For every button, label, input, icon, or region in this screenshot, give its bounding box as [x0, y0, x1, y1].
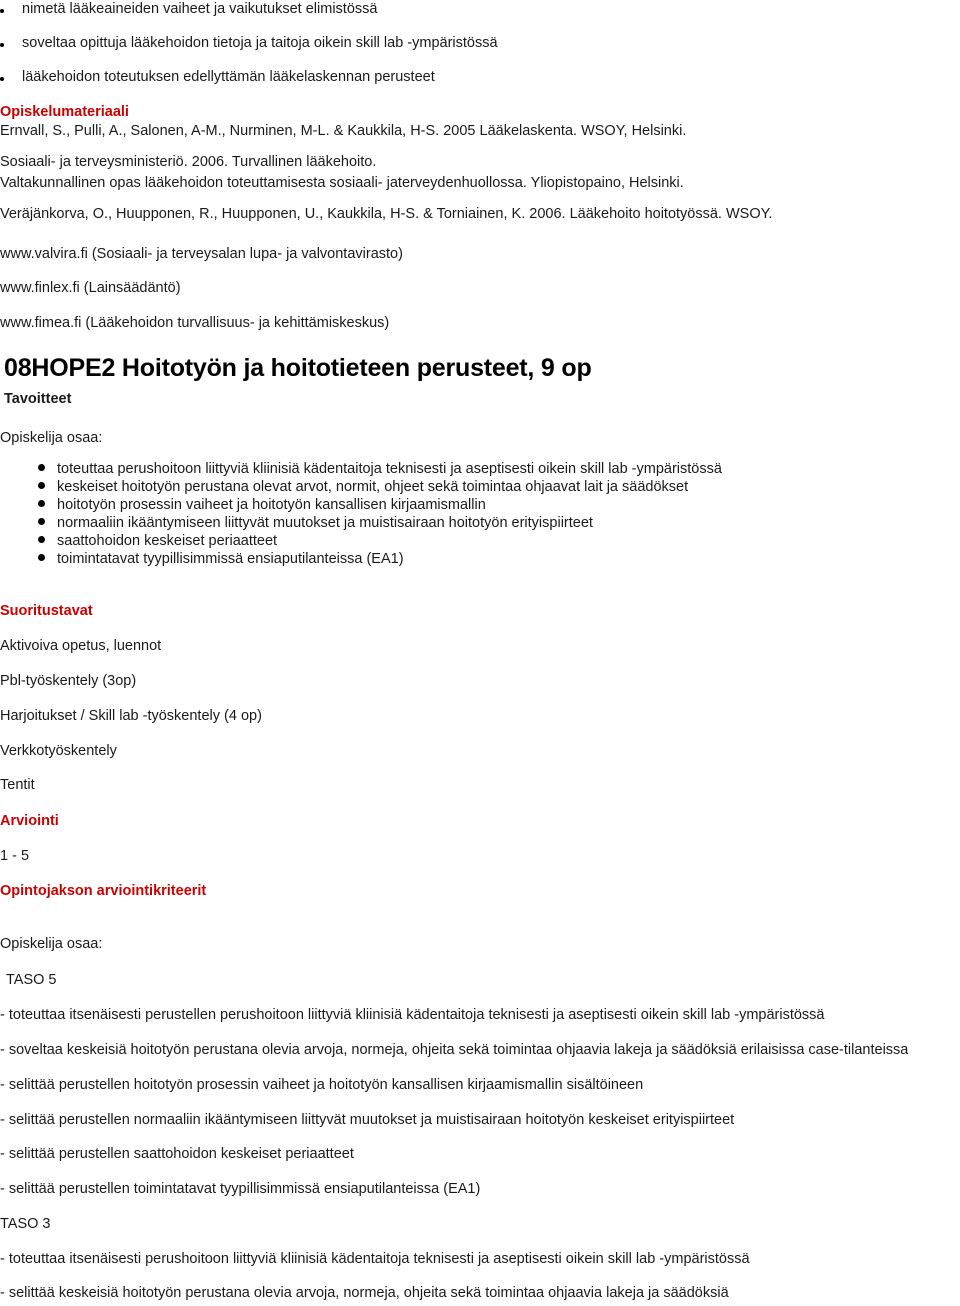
- method-item: Aktivoiva opetus, luennot: [0, 638, 162, 654]
- material-line: Sosiaali- ja terveysministeriö. 2006. Turvallinen lääkehoito.: [0, 154, 377, 170]
- link-valvira[interactable]: www.valvira.fi (Sosiaali- ja terveysalan lupa- ja valvontavirasto): [0, 246, 403, 262]
- criterion-item: - selittää perustellen saattohoidon keskeiset periaatteet: [0, 1146, 354, 1162]
- criterion-item: - selittää keskeisiä hoitotyön perustana olevia arvoja, normeja, ohjeita sekä toimintaa ohjaavia lakeja ja säädöksiä: [0, 1285, 729, 1301]
- method-item: Tentit: [0, 777, 35, 793]
- criteria-student-label: Opiskelija osaa:: [0, 936, 103, 952]
- course-title: 08HOPE2 Hoitotyön ja hoitotieteen perusteet, 9 op: [4, 354, 592, 382]
- goal-item: saattohoidon keskeiset periaatteet: [57, 533, 278, 549]
- bullet-dot: [0, 9, 4, 13]
- top-bullet-item: nimetä lääkeaineiden vaiheet ja vaikutukset elimistössä: [22, 1, 378, 17]
- bullet-dot: [0, 43, 4, 47]
- goal-item: normaaliin ikääntymiseen liittyvät muutokset ja muistisairaan hoitotyön erityispiirteet: [57, 515, 593, 531]
- bullet-dot: [38, 554, 45, 561]
- criterion-item: - toteuttaa itsenäisesti perustellen perushoitoon liittyviä kliinisiä kädentaitoja teknisesti ja aseptisesti oikein skill lab -ympäristössä: [0, 1007, 825, 1023]
- top-bullet-item: lääkehoidon toteutuksen edellyttämän lääkelaskennan perusteet: [22, 69, 435, 85]
- method-item: Verkkotyöskentely: [0, 743, 117, 759]
- criterion-item: - soveltaa keskeisiä hoitotyön perustana olevia arvoja, normeja, ohjeita sekä toimintaa ohjaavia lakeja ja säädöksiä erilaisissa case-tilanteissa: [0, 1042, 909, 1058]
- goal-item: toimintatavat tyypillisimmissä ensiaputilanteissa (EA1): [57, 551, 404, 567]
- level5-label: TASO 5: [6, 972, 57, 988]
- material-line: Ernvall, S., Pulli, A., Salonen, A-M., Nurminen, M-L. & Kaukkila, H-S. 2005 Lääkelaskenta. WSOY, Helsinki.: [0, 123, 687, 139]
- bullet-dot: [38, 536, 45, 543]
- assessment-scale: 1 - 5: [0, 848, 30, 864]
- link-finlex[interactable]: www.finlex.fi (Lainsäädäntö): [0, 280, 181, 296]
- level3-label: TASO 3: [0, 1216, 51, 1232]
- criterion-item: - selittää perustellen normaaliin ikääntymiseen liittyvät muutokset ja muistisairaan hoitotyön keskeiset erityispiirteet: [0, 1112, 735, 1128]
- method-item: Harjoitukset / Skill lab -työskentely (4 op): [0, 708, 262, 724]
- criteria-heading: Opintojakson arviointikriteerit: [0, 883, 207, 899]
- methods-heading: Suoritustavat: [0, 603, 93, 619]
- bullet-dot: [38, 464, 45, 471]
- assessment-heading: Arviointi: [0, 813, 59, 829]
- material-line: Veräjänkorva, O., Huupponen, R., Huupponen, U., Kaukkila, H-S. & Torniainen, K. 2006. Lääkehoito hoitotyössä. WSOY.: [0, 206, 773, 222]
- goal-item: hoitotyön prosessin vaiheet ja hoitotyön kansallisen kirjaamismallin: [57, 497, 486, 513]
- materials-heading: Opiskelumateriaali: [0, 104, 129, 120]
- material-line: Valtakunnallinen opas lääkehoidon toteuttamisesta sosiaali- jaterveydenhuollossa. Yliopistopaino, Helsinki.: [0, 175, 684, 191]
- goal-item: toteuttaa perushoitoon liittyviä kliinisiä kädentaitoja teknisesti ja aseptisesti oikein skill lab -ympäristössä: [57, 461, 722, 477]
- link-fimea[interactable]: www.fimea.fi (Lääkehoidon turvallisuus- ja kehittämiskeskus): [0, 315, 390, 331]
- goal-item: keskeiset hoitotyön perustana olevat arvot, normit, ohjeet sekä toimintaa ohjaavat lait ja säädökset: [57, 479, 689, 495]
- criterion-item: - selittää perustellen hoitotyön prosessin vaiheet ja hoitotyön kansallisen kirjaamismallin sisältöineen: [0, 1077, 644, 1093]
- criterion-item: - selittää perustellen toimintatavat tyypillisimmissä ensiaputilanteissa (EA1): [0, 1181, 481, 1197]
- student-label: Opiskelija osaa:: [0, 430, 103, 446]
- bullet-dot: [38, 500, 45, 507]
- bullet-dot: [38, 482, 45, 489]
- top-bullet-item: soveltaa opittuja lääkehoidon tietoja ja taitoja oikein skill lab -ympäristössä: [22, 35, 498, 51]
- method-item: Pbl-työskentely (3op): [0, 673, 137, 689]
- goals-heading: Tavoitteet: [4, 391, 72, 407]
- bullet-dot: [0, 77, 4, 81]
- bullet-dot: [38, 518, 45, 525]
- criterion-item: - toteuttaa itsenäisesti perushoitoon liittyviä kliinisiä kädentaitoja teknisesti ja aseptisesti oikein skill lab -ympäristössä: [0, 1251, 750, 1267]
